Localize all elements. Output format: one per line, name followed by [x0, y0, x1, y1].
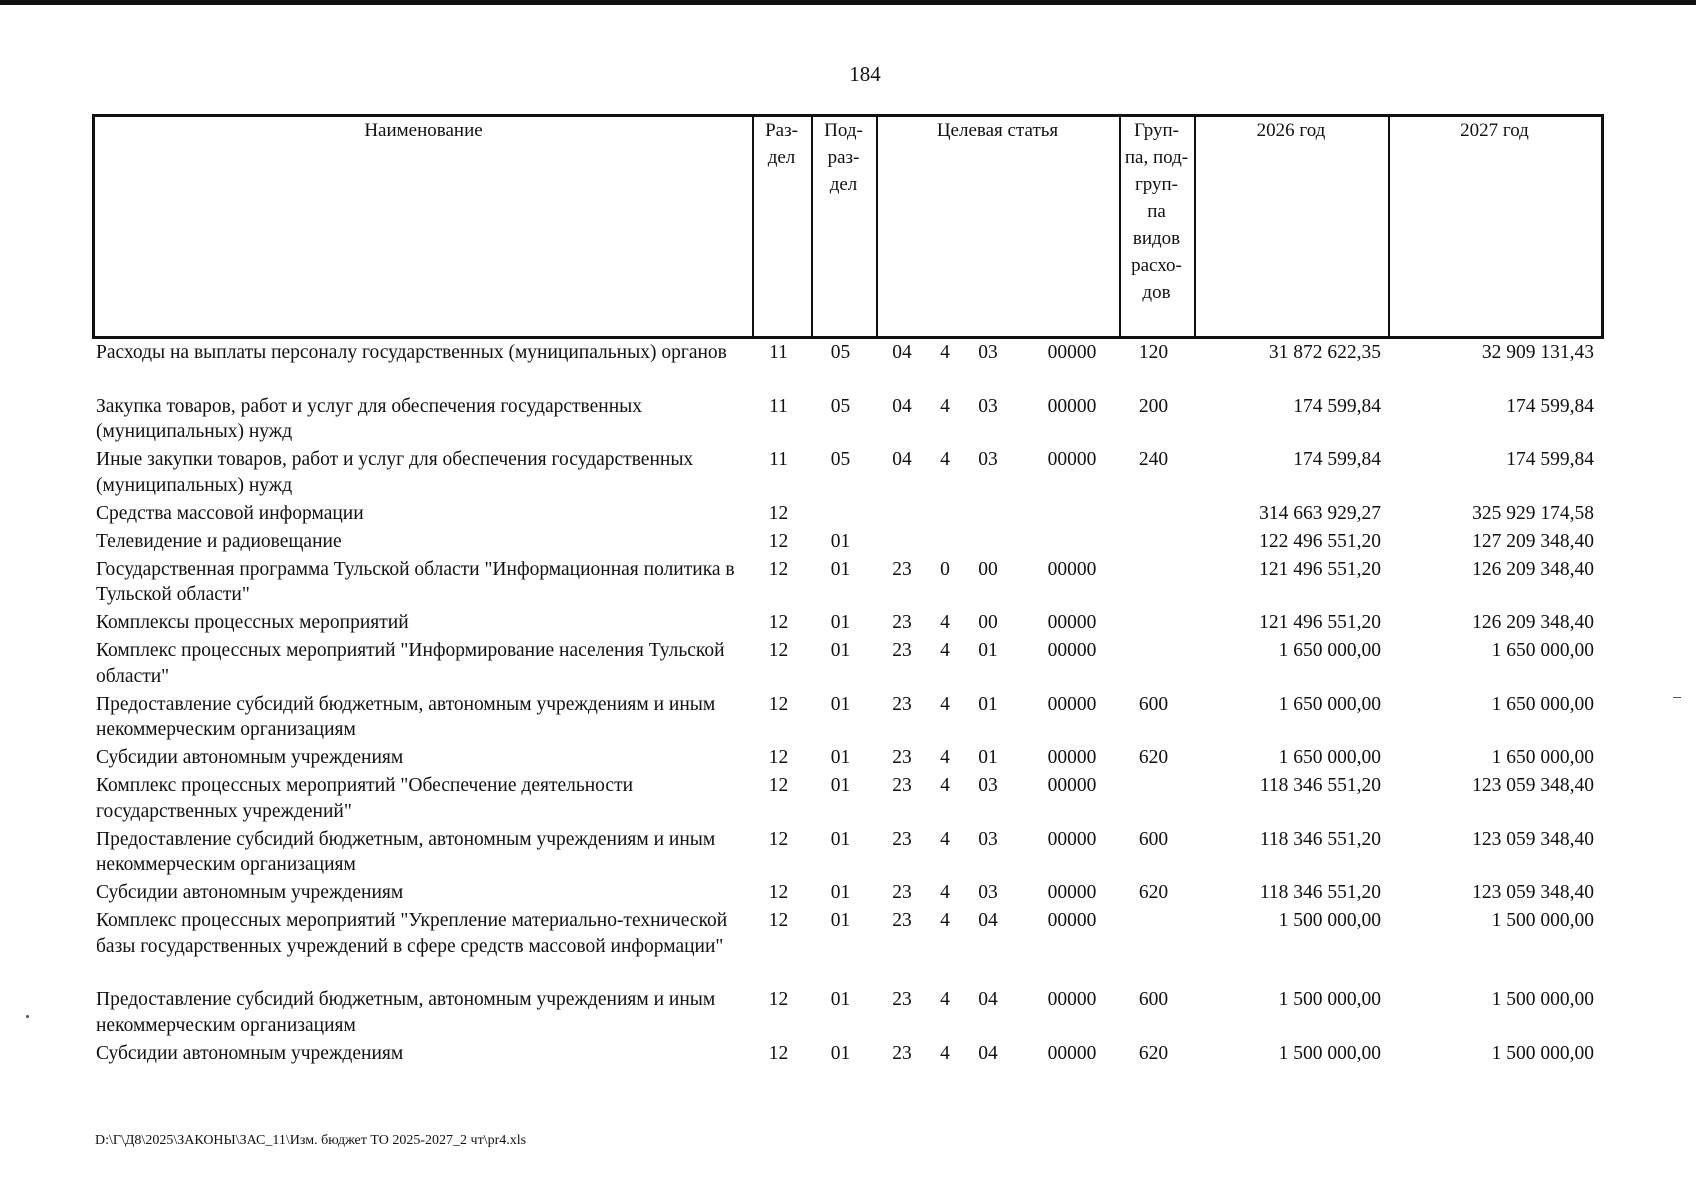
row-value-2026: 174 599,84 [1293, 449, 1381, 470]
row-c3: 00 [978, 558, 998, 580]
row-value-2026: 121 496 551,20 [1259, 612, 1381, 633]
row-pr: 01 [830, 775, 851, 796]
table-row [92, 394, 1604, 448]
row-vr: 620 [1138, 1042, 1169, 1064]
row-value-2027: 123 059 348,40 [1472, 828, 1594, 850]
row-value-2026: 1 650 000,00 [1278, 747, 1381, 768]
row-rz: 12 [768, 775, 789, 796]
row-c3: 03 [978, 775, 998, 796]
header-divider [1388, 117, 1390, 336]
row-rz: 12 [768, 693, 789, 715]
table-row [92, 987, 1604, 1041]
row-value-2026: 174 599,84 [1293, 395, 1381, 417]
row-c3: 04 [978, 910, 998, 931]
row-value-2026: 1 500 000,00 [1278, 910, 1381, 931]
row-c1: 23 [892, 640, 912, 661]
header-gruppa-line: видов [1132, 228, 1181, 249]
row-c3: 03 [978, 342, 998, 363]
row-vr: 620 [1138, 882, 1169, 903]
row-vr: 240 [1138, 449, 1169, 470]
table-row [92, 773, 1604, 827]
row-c1: 23 [892, 775, 912, 796]
row-name: Комплекс процессных мероприятий "Информирование населения Тульской области" [96, 640, 725, 687]
row-value-2026: 314 663 929,27 [1259, 502, 1381, 524]
row-c3: 03 [978, 828, 998, 850]
row-name: Комплексы процессных мероприятий [96, 612, 409, 633]
row-c2: 4 [940, 640, 950, 661]
row-c2: 4 [940, 747, 950, 768]
row-c2: 4 [940, 449, 950, 470]
row-c1: 23 [892, 828, 912, 850]
table-row [92, 501, 1604, 529]
row-name: Комплекс процессных мероприятий "Обеспечение деятельности государственных учреждений" [96, 775, 634, 822]
row-c4: 00000 [1047, 640, 1097, 661]
row-rz: 12 [768, 882, 789, 903]
row-pr: 01 [830, 693, 851, 715]
row-value-2027: 1 500 000,00 [1491, 1042, 1594, 1064]
row-vr: 620 [1138, 747, 1169, 768]
row-c3: 03 [978, 882, 998, 903]
page-number: 184 [849, 62, 881, 86]
row-c4: 00000 [1047, 882, 1097, 903]
table-row [92, 692, 1604, 746]
header-2026: 2026 год [1256, 120, 1326, 141]
row-c4: 00000 [1047, 989, 1097, 1010]
row-c3: 04 [978, 989, 998, 1010]
row-c1: 04 [892, 449, 912, 470]
row-value-2027: 32 909 131,43 [1481, 342, 1594, 363]
row-c4: 00000 [1047, 1042, 1097, 1064]
row-c1: 23 [892, 882, 912, 903]
row-c2: 4 [940, 693, 950, 715]
row-value-2026: 118 346 551,20 [1259, 775, 1381, 796]
header-podrazdel-line: дел [829, 174, 858, 195]
row-value-2026: 31 872 622,35 [1268, 342, 1381, 363]
row-value-2026: 1 500 000,00 [1278, 1042, 1381, 1064]
header-name: Наименование [364, 120, 483, 141]
table-body [92, 340, 1604, 1069]
row-c4: 00000 [1047, 395, 1097, 417]
header-razdel [752, 117, 811, 171]
table-row [92, 745, 1604, 773]
table-row [92, 1041, 1604, 1069]
header-podrazdel-line: Под- [824, 120, 863, 141]
header-2027: 2027 год [1460, 120, 1529, 141]
row-c1: 23 [892, 612, 912, 633]
row-value-2026: 1 650 000,00 [1278, 693, 1381, 715]
row-rz: 12 [768, 910, 789, 931]
row-name: Средства массовой информации [96, 502, 364, 524]
row-pr: 05 [830, 449, 851, 470]
row-value-2027: 123 059 348,40 [1472, 775, 1594, 796]
row-name: Государственная программа Тульской области "Информационная политика в Тульской области" [96, 558, 735, 605]
row-value-2027: 1 650 000,00 [1491, 747, 1594, 768]
row-c4: 00000 [1047, 342, 1097, 363]
row-name: Телевидение и радиовещание [96, 530, 342, 552]
row-c3: 00 [978, 612, 998, 633]
header-gruppa [1119, 117, 1194, 306]
header-razdel-line: дел [767, 147, 796, 168]
header-gruppa-line: па, под- [1124, 147, 1189, 168]
table-row [92, 529, 1604, 557]
table-row [92, 827, 1604, 881]
row-c3: 01 [978, 747, 998, 768]
row-pr: 01 [830, 530, 851, 552]
row-rz: 12 [768, 558, 789, 580]
row-pr: 01 [830, 1042, 851, 1064]
header-gruppa-line: расхо- [1131, 255, 1182, 276]
row-rz: 12 [768, 828, 789, 850]
row-c3: 03 [978, 449, 998, 470]
row-c1: 23 [892, 747, 912, 768]
table-row [92, 557, 1604, 611]
row-c1: 23 [892, 558, 912, 580]
row-value-2027: 1 650 000,00 [1491, 640, 1594, 661]
row-value-2027: 127 209 348,40 [1472, 530, 1594, 552]
table-row [92, 447, 1604, 501]
row-c1: 23 [892, 1042, 912, 1064]
row-name: Иные закупки товаров, работ и услуг для обеспечения государственных (муниципальных) нужд [96, 449, 694, 496]
row-rz: 11 [769, 449, 788, 470]
row-name: Субсидии автономным учреждениям [96, 1042, 404, 1064]
row-c1: 23 [892, 910, 912, 931]
row-value-2027: 174 599,84 [1506, 449, 1594, 470]
row-value-2027: 1 500 000,00 [1491, 910, 1594, 931]
header-gruppa-line: па [1147, 201, 1166, 222]
row-vr: 200 [1138, 395, 1169, 417]
table-row [92, 610, 1604, 638]
row-value-2026: 1 650 000,00 [1278, 640, 1381, 661]
row-vr: 600 [1138, 693, 1169, 715]
table-row [92, 880, 1604, 908]
header-podrazdel-line: раз- [827, 147, 860, 168]
header-gruppa-line: груп- [1134, 174, 1179, 195]
row-vr: 600 [1138, 828, 1169, 850]
scan-mark [26, 1015, 29, 1018]
row-c2: 0 [940, 558, 950, 580]
table-row [92, 638, 1604, 692]
row-name: Субсидии автономным учреждениям [96, 882, 404, 903]
table-header [92, 114, 1604, 339]
row-value-2027: 126 209 348,40 [1472, 612, 1594, 633]
header-divider [876, 117, 878, 336]
row-c1: 23 [892, 989, 912, 1010]
header-razdel-line: Раз- [765, 120, 798, 141]
header-gruppa-line: дов [1142, 282, 1171, 303]
row-value-2027: 126 209 348,40 [1472, 558, 1594, 580]
header-celevaya: Целевая статья [936, 120, 1059, 141]
row-rz: 12 [768, 747, 789, 768]
row-pr: 01 [830, 828, 851, 850]
row-value-2027: 325 929 174,58 [1472, 502, 1594, 524]
row-c2: 4 [940, 612, 950, 633]
row-c2: 4 [940, 882, 950, 903]
footer-file-path: D:\Г\Д8\2025\ЗАКОНЫ\ЗАС_11\Изм. бюджет ТО 2025-2027_2 чт\pr4.xls [95, 1133, 527, 1148]
scan-top-edge [0, 0, 1696, 5]
row-value-2027: 174 599,84 [1506, 395, 1594, 417]
row-rz: 12 [768, 502, 789, 524]
row-c4: 00000 [1047, 747, 1097, 768]
row-name: Предоставление субсидий бюджетным, автономным учреждениям и иным некоммерческим организациям [96, 828, 716, 875]
row-name: Предоставление субсидий бюджетным, автономным учреждениям и иным некоммерческим организациям [96, 989, 716, 1036]
row-name: Расходы на выплаты персоналу государственных (муниципальных) органов [96, 342, 727, 363]
row-c4: 00000 [1047, 775, 1097, 796]
row-c3: 03 [978, 395, 998, 417]
row-c1: 04 [892, 395, 912, 417]
row-vr: 120 [1138, 342, 1169, 363]
row-rz: 12 [768, 1042, 789, 1064]
row-c2: 4 [940, 1042, 950, 1064]
row-rz: 12 [768, 640, 789, 661]
row-value-2026: 122 496 551,20 [1259, 530, 1381, 552]
table-row [92, 908, 1604, 987]
row-c3: 01 [978, 640, 998, 661]
row-vr: 600 [1138, 989, 1169, 1010]
row-name: Предоставление субсидий бюджетным, автономным учреждениям и иным некоммерческим организациям [96, 693, 716, 740]
table-row [92, 340, 1604, 394]
row-pr: 01 [830, 558, 851, 580]
row-value-2027: 123 059 348,40 [1472, 882, 1594, 903]
row-pr: 05 [830, 342, 851, 363]
row-rz: 12 [768, 530, 789, 552]
scan-mark [1673, 697, 1681, 698]
row-name: Закупка товаров, работ и услуг для обеспечения государственных (муниципальных) нужд [96, 395, 643, 442]
row-c1: 23 [892, 693, 912, 715]
row-c2: 4 [940, 342, 950, 363]
row-pr: 01 [830, 747, 851, 768]
row-rz: 12 [768, 612, 789, 633]
row-value-2026: 1 500 000,00 [1278, 989, 1381, 1010]
row-c2: 4 [940, 828, 950, 850]
row-value-2026: 121 496 551,20 [1259, 558, 1381, 580]
row-c2: 4 [940, 395, 950, 417]
row-value-2027: 1 500 000,00 [1491, 989, 1594, 1010]
row-pr: 01 [830, 989, 851, 1010]
row-c4: 00000 [1047, 558, 1097, 580]
row-value-2026: 118 346 551,20 [1259, 882, 1381, 903]
row-c4: 00000 [1047, 910, 1097, 931]
row-name: Комплекс процессных мероприятий "Укрепление материально-технической базы государственных учреждений в сфере средств массовой информации" [96, 910, 728, 957]
row-c4: 00000 [1047, 612, 1097, 633]
row-rz: 11 [769, 395, 788, 417]
row-c4: 00000 [1047, 449, 1097, 470]
row-c2: 4 [940, 989, 950, 1010]
row-pr: 01 [830, 910, 851, 931]
row-c4: 00000 [1047, 828, 1097, 850]
row-c1: 04 [892, 342, 912, 363]
header-divider [1194, 117, 1196, 336]
row-pr: 01 [830, 640, 851, 661]
row-c2: 4 [940, 910, 950, 931]
row-c4: 00000 [1047, 693, 1097, 715]
row-pr: 01 [830, 882, 851, 903]
row-c2: 4 [940, 775, 950, 796]
row-value-2027: 1 650 000,00 [1491, 693, 1594, 715]
row-name: Субсидии автономным учреждениям [96, 747, 404, 768]
row-rz: 11 [769, 342, 788, 363]
row-pr: 05 [830, 395, 851, 417]
row-rz: 12 [768, 989, 789, 1010]
header-podrazdel [811, 117, 876, 198]
header-gruppa-line: Груп- [1133, 120, 1180, 141]
row-value-2026: 118 346 551,20 [1259, 828, 1381, 850]
row-c3: 01 [978, 693, 998, 715]
row-pr: 01 [830, 612, 851, 633]
row-c3: 04 [978, 1042, 998, 1064]
